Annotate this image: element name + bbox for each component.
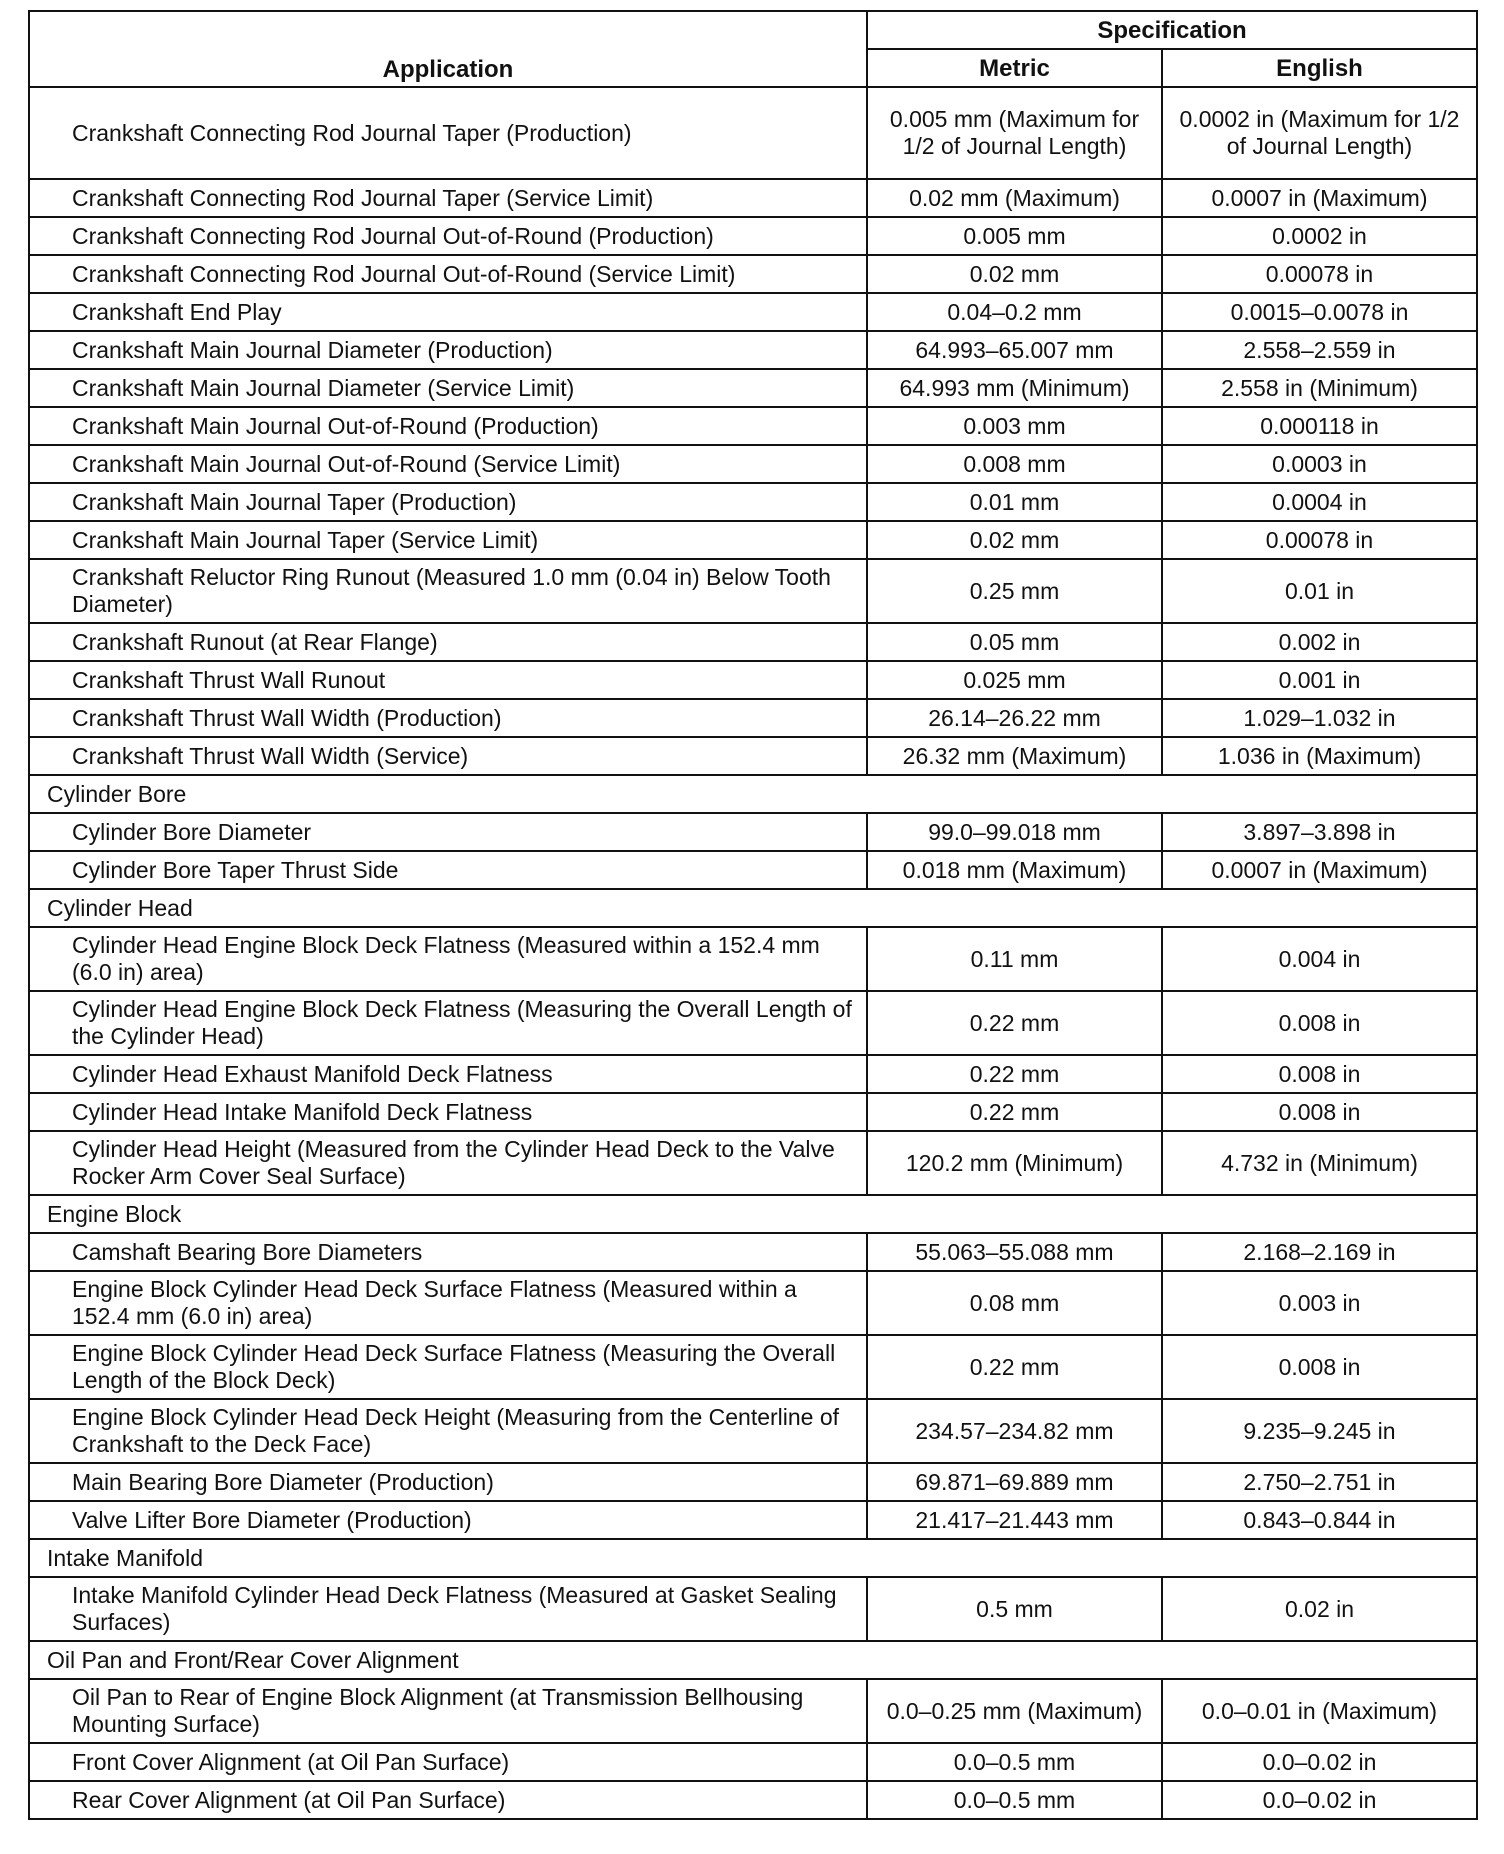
table-row — [29, 369, 1477, 407]
metric-cell: 64.993 mm (Minimum) — [867, 369, 1162, 407]
english-cell: 0.0003 in — [1162, 445, 1477, 483]
table-row — [29, 851, 1477, 889]
metric-cell: 55.063–55.088 mm — [867, 1233, 1162, 1271]
metric-cell: 0.0–0.5 mm — [867, 1781, 1162, 1819]
metric-cell: 234.57–234.82 mm — [867, 1399, 1162, 1463]
table-row — [29, 293, 1477, 331]
metric-cell: 26.14–26.22 mm — [867, 699, 1162, 737]
application-cell: Crankshaft Thrust Wall Width (Service) — [29, 737, 867, 775]
application-cell: Crankshaft Main Journal Out-of-Round (Service Limit) — [29, 445, 867, 483]
application-cell: Cylinder Bore Taper Thrust Side — [29, 851, 867, 889]
application-cell: Crankshaft Reluctor Ring Runout (Measured 1.0 mm (0.04 in) Below Tooth Diameter) — [29, 559, 867, 623]
table-row — [29, 559, 1477, 623]
english-cell: 0.843–0.844 in — [1162, 1501, 1477, 1539]
table-row — [29, 1093, 1477, 1131]
section-row — [29, 1195, 1477, 1233]
table-row — [29, 1271, 1477, 1335]
table-row — [29, 991, 1477, 1055]
application-cell: Camshaft Bearing Bore Diameters — [29, 1233, 867, 1271]
metric-cell: 0.02 mm — [867, 521, 1162, 559]
table-row — [29, 87, 1477, 179]
table-row — [29, 1577, 1477, 1641]
application-cell: Engine Block Cylinder Head Deck Height (Measuring from the Centerline of Crankshaft to the Deck Face) — [29, 1399, 867, 1463]
column-header-application: Application — [29, 11, 867, 87]
column-header-specification: Specification — [867, 11, 1477, 49]
application-cell: Engine Block Cylinder Head Deck Surface Flatness (Measured within a 152.4 mm (6.0 in) area) — [29, 1271, 867, 1335]
table-row — [29, 737, 1477, 775]
application-cell: Crankshaft Thrust Wall Width (Production) — [29, 699, 867, 737]
metric-cell: 0.008 mm — [867, 445, 1162, 483]
section-heading: Cylinder Head — [29, 889, 1477, 927]
table-row — [29, 623, 1477, 661]
table-row — [29, 1743, 1477, 1781]
metric-cell: 26.32 mm (Maximum) — [867, 737, 1162, 775]
column-header-english: English — [1162, 49, 1477, 87]
table-row — [29, 1399, 1477, 1463]
metric-cell: 21.417–21.443 mm — [867, 1501, 1162, 1539]
english-cell: 0.00078 in — [1162, 521, 1477, 559]
metric-cell: 0.018 mm (Maximum) — [867, 851, 1162, 889]
table-row — [29, 1463, 1477, 1501]
section-row — [29, 889, 1477, 927]
metric-cell: 0.08 mm — [867, 1271, 1162, 1335]
english-cell: 0.002 in — [1162, 623, 1477, 661]
section-heading: Intake Manifold — [29, 1539, 1477, 1577]
english-cell: 0.001 in — [1162, 661, 1477, 699]
english-cell: 0.008 in — [1162, 1335, 1477, 1399]
specification-table — [28, 10, 1478, 1820]
application-cell: Front Cover Alignment (at Oil Pan Surface) — [29, 1743, 867, 1781]
english-cell: 0.000118 in — [1162, 407, 1477, 445]
english-cell: 0.0015–0.0078 in — [1162, 293, 1477, 331]
english-cell: 2.558 in (Minimum) — [1162, 369, 1477, 407]
table-row — [29, 661, 1477, 699]
application-cell: Crankshaft End Play — [29, 293, 867, 331]
metric-cell: 0.04–0.2 mm — [867, 293, 1162, 331]
table-row — [29, 1055, 1477, 1093]
column-header-metric: Metric — [867, 49, 1162, 87]
application-cell: Valve Lifter Bore Diameter (Production) — [29, 1501, 867, 1539]
metric-cell: 120.2 mm (Minimum) — [867, 1131, 1162, 1195]
application-cell: Intake Manifold Cylinder Head Deck Flatness (Measured at Gasket Sealing Surfaces) — [29, 1577, 867, 1641]
application-cell: Crankshaft Connecting Rod Journal Out-of-Round (Production) — [29, 217, 867, 255]
metric-cell: 69.871–69.889 mm — [867, 1463, 1162, 1501]
application-cell: Crankshaft Connecting Rod Journal Taper (Production) — [29, 87, 867, 179]
table-row — [29, 407, 1477, 445]
table-row — [29, 813, 1477, 851]
english-cell: 0.0002 in (Maximum for 1/2 of Journal Length) — [1162, 87, 1477, 179]
english-cell: 0.01 in — [1162, 559, 1477, 623]
application-cell: Cylinder Bore Diameter — [29, 813, 867, 851]
metric-cell: 0.01 mm — [867, 483, 1162, 521]
table-row — [29, 217, 1477, 255]
english-cell: 0.008 in — [1162, 1055, 1477, 1093]
english-cell: 0.0007 in (Maximum) — [1162, 851, 1477, 889]
metric-cell: 0.025 mm — [867, 661, 1162, 699]
english-cell: 2.558–2.559 in — [1162, 331, 1477, 369]
metric-cell: 0.02 mm (Maximum) — [867, 179, 1162, 217]
english-cell: 1.029–1.032 in — [1162, 699, 1477, 737]
table-row — [29, 445, 1477, 483]
table-row — [29, 1131, 1477, 1195]
application-cell: Cylinder Head Intake Manifold Deck Flatness — [29, 1093, 867, 1131]
english-cell: 9.235–9.245 in — [1162, 1399, 1477, 1463]
table-row — [29, 1679, 1477, 1743]
metric-cell: 0.11 mm — [867, 927, 1162, 991]
application-cell: Cylinder Head Height (Measured from the Cylinder Head Deck to the Valve Rocker Arm Cover Seal Surface) — [29, 1131, 867, 1195]
application-cell: Cylinder Head Exhaust Manifold Deck Flatness — [29, 1055, 867, 1093]
english-cell: 0.0007 in (Maximum) — [1162, 179, 1477, 217]
table-row — [29, 521, 1477, 559]
application-cell: Crankshaft Runout (at Rear Flange) — [29, 623, 867, 661]
application-cell: Crankshaft Main Journal Taper (Production) — [29, 483, 867, 521]
english-cell: 2.750–2.751 in — [1162, 1463, 1477, 1501]
section-heading: Oil Pan and Front/Rear Cover Alignment — [29, 1641, 1477, 1679]
english-cell: 1.036 in (Maximum) — [1162, 737, 1477, 775]
metric-cell: 0.0–0.25 mm (Maximum) — [867, 1679, 1162, 1743]
section-heading: Cylinder Bore — [29, 775, 1477, 813]
table-row — [29, 1335, 1477, 1399]
table-row — [29, 179, 1477, 217]
metric-cell: 99.0–99.018 mm — [867, 813, 1162, 851]
application-cell: Crankshaft Main Journal Taper (Service Limit) — [29, 521, 867, 559]
metric-cell: 0.22 mm — [867, 1055, 1162, 1093]
application-cell: Cylinder Head Engine Block Deck Flatness (Measuring the Overall Length of the Cylinder Head) — [29, 991, 867, 1055]
metric-cell: 0.22 mm — [867, 1335, 1162, 1399]
application-cell: Cylinder Head Engine Block Deck Flatness (Measured within a 152.4 mm (6.0 in) area) — [29, 927, 867, 991]
application-cell: Crankshaft Thrust Wall Runout — [29, 661, 867, 699]
metric-cell: 0.5 mm — [867, 1577, 1162, 1641]
application-cell: Crankshaft Connecting Rod Journal Out-of-Round (Service Limit) — [29, 255, 867, 293]
application-cell: Crankshaft Main Journal Out-of-Round (Production) — [29, 407, 867, 445]
english-cell: 0.0–0.01 in (Maximum) — [1162, 1679, 1477, 1743]
table-body — [29, 87, 1477, 1819]
application-cell: Engine Block Cylinder Head Deck Surface Flatness (Measuring the Overall Length of the Block Deck) — [29, 1335, 867, 1399]
english-cell: 4.732 in (Minimum) — [1162, 1131, 1477, 1195]
metric-cell: 0.02 mm — [867, 255, 1162, 293]
english-cell: 3.897–3.898 in — [1162, 813, 1477, 851]
metric-cell: 0.005 mm — [867, 217, 1162, 255]
table-row — [29, 1501, 1477, 1539]
application-cell: Main Bearing Bore Diameter (Production) — [29, 1463, 867, 1501]
application-cell: Crankshaft Connecting Rod Journal Taper (Service Limit) — [29, 179, 867, 217]
english-cell: 0.008 in — [1162, 991, 1477, 1055]
english-cell: 0.008 in — [1162, 1093, 1477, 1131]
metric-cell: 64.993–65.007 mm — [867, 331, 1162, 369]
english-cell: 0.0–0.02 in — [1162, 1743, 1477, 1781]
english-cell: 0.02 in — [1162, 1577, 1477, 1641]
metric-cell: 0.22 mm — [867, 991, 1162, 1055]
application-cell: Crankshaft Main Journal Diameter (Production) — [29, 331, 867, 369]
table-header — [29, 11, 1477, 87]
metric-cell: 0.0–0.5 mm — [867, 1743, 1162, 1781]
section-heading: Engine Block — [29, 1195, 1477, 1233]
metric-cell: 0.25 mm — [867, 559, 1162, 623]
english-cell: 0.0–0.02 in — [1162, 1781, 1477, 1819]
english-cell: 2.168–2.169 in — [1162, 1233, 1477, 1271]
section-row — [29, 1539, 1477, 1577]
table-row — [29, 1233, 1477, 1271]
metric-cell: 0.005 mm (Maximum for 1/2 of Journal Length) — [867, 87, 1162, 179]
english-cell: 0.003 in — [1162, 1271, 1477, 1335]
table-row — [29, 255, 1477, 293]
english-cell: 0.0004 in — [1162, 483, 1477, 521]
application-cell: Crankshaft Main Journal Diameter (Service Limit) — [29, 369, 867, 407]
application-cell: Oil Pan to Rear of Engine Block Alignment (at Transmission Bellhousing Mounting Surface) — [29, 1679, 867, 1743]
metric-cell: 0.22 mm — [867, 1093, 1162, 1131]
table-row — [29, 927, 1477, 991]
table-row — [29, 1781, 1477, 1819]
metric-cell: 0.003 mm — [867, 407, 1162, 445]
english-cell: 0.00078 in — [1162, 255, 1477, 293]
table-row — [29, 699, 1477, 737]
metric-cell: 0.05 mm — [867, 623, 1162, 661]
table-row — [29, 331, 1477, 369]
english-cell: 0.0002 in — [1162, 217, 1477, 255]
section-row — [29, 775, 1477, 813]
table-row — [29, 483, 1477, 521]
section-row — [29, 1641, 1477, 1679]
english-cell: 0.004 in — [1162, 927, 1477, 991]
application-cell: Rear Cover Alignment (at Oil Pan Surface) — [29, 1781, 867, 1819]
